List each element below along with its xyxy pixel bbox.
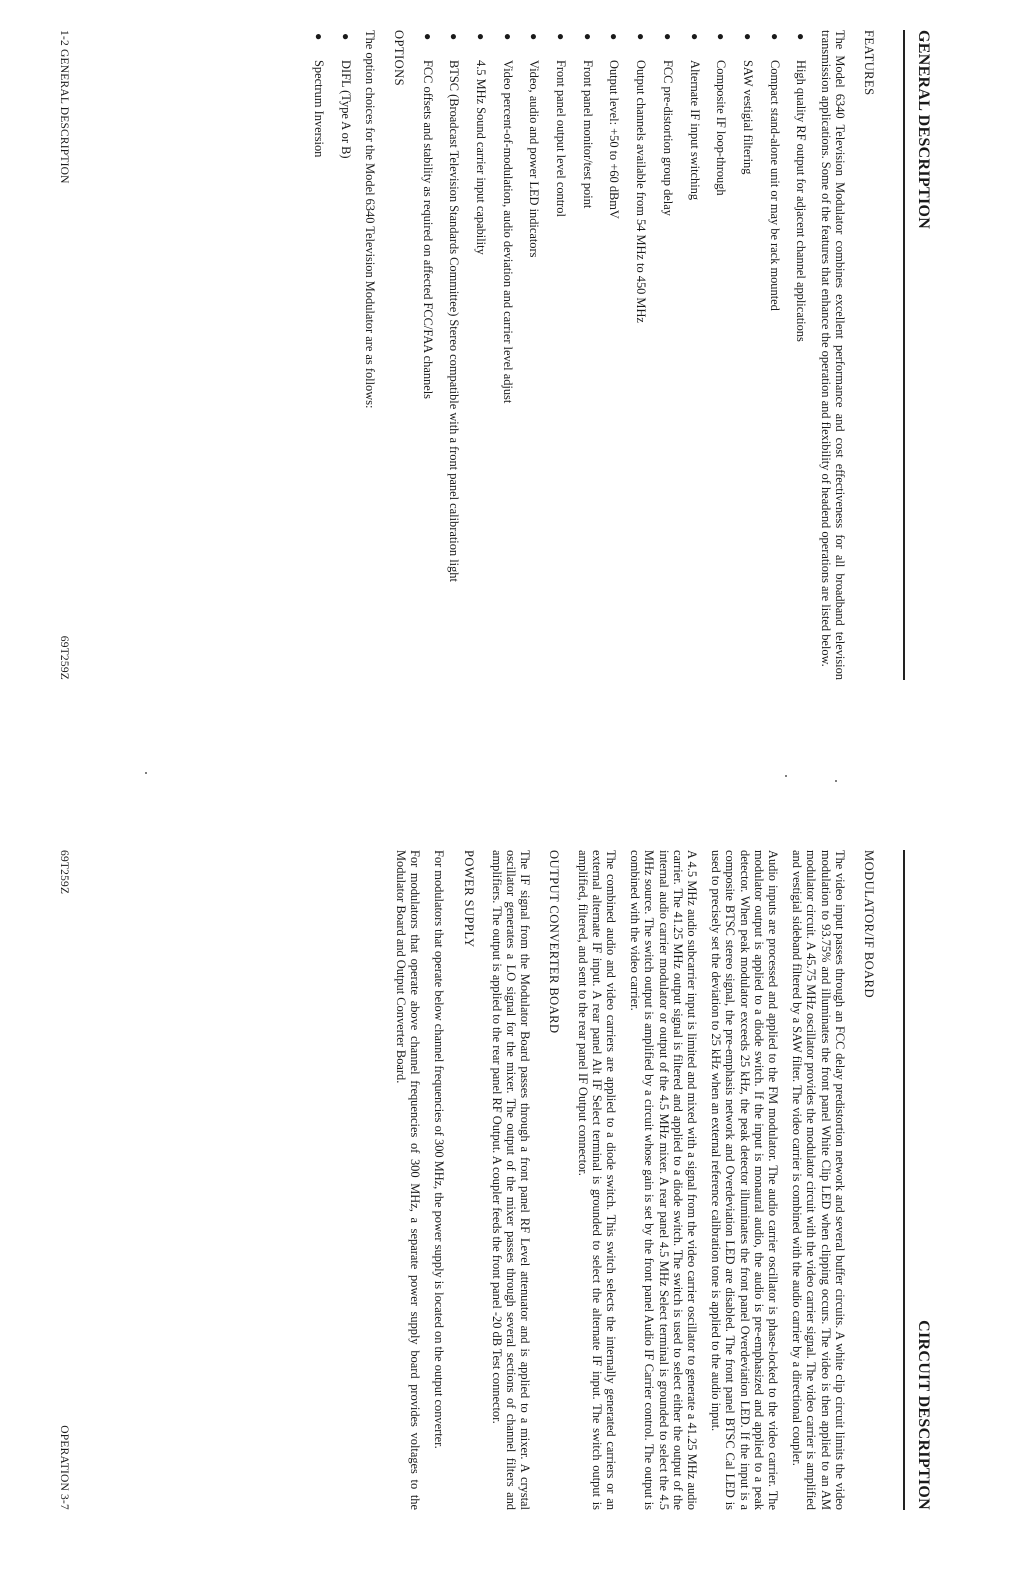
- option-text: DIFL (Type A or B): [338, 60, 353, 159]
- feature-item: [474, 30, 488, 680]
- features-intro: The Model 6340 Television Modulator combines excellent performance and cost effectiveness for all broadband television transmission applications. Some of the features that enhance the operation and flexibility of headend operations are listed below.: [818, 30, 847, 680]
- footer-page-label: OPERATION 3-7: [58, 1425, 70, 1510]
- paragraph: For modulators that operate below channel frequencies of 300 MHz, the power supply is located on the output converter.: [432, 850, 447, 1449]
- scan-speck: [145, 772, 147, 774]
- options-list: [312, 30, 353, 680]
- bullet-icon: ●: [420, 33, 435, 41]
- bullet-icon: ●: [473, 33, 488, 41]
- features-list: [420, 30, 808, 680]
- feature-item: [661, 30, 675, 680]
- bullet-icon: ●: [767, 33, 782, 41]
- feature-item: [714, 30, 728, 680]
- footer-doc-code: 69T259Z: [58, 635, 70, 680]
- section-title-modulator: MODULATOR/IF BOARD: [862, 850, 876, 998]
- option-text: Spectrum Inversion: [312, 60, 327, 158]
- paragraph: For modulators that operate above channel frequencies of 300 MHz, a separate power supply board provides voltages to the Modulator Board and Output Converter Board.: [393, 850, 423, 1510]
- bullet-icon: ●: [687, 33, 702, 41]
- feature-item: [581, 30, 595, 680]
- feature-item: [554, 30, 568, 680]
- feature-text: Output level: +50 to +60 dBmV: [607, 60, 622, 219]
- scan-speck: [835, 780, 837, 782]
- scan-speck: [785, 775, 787, 777]
- paragraph: The combined audio and video carriers are applied to a diode switch. This switch selects the internally generated carriers or an external alternate IF input. A rear panel Alt IF Select terminal is grounded to select the alternate IF input. The switch output is amplified, filtered, and sent to the rear panel IF Output connector.: [575, 850, 618, 1510]
- bullet-icon: ●: [607, 33, 622, 41]
- page-heading: CIRCUIT DESCRIPTION: [915, 1320, 932, 1510]
- feature-item: [607, 30, 621, 680]
- option-item: [339, 30, 353, 680]
- feature-text: Output channels available from 54 MHz to 450 MHz: [634, 60, 649, 323]
- feature-text: Front panel output level control: [554, 60, 569, 217]
- feature-item: [634, 30, 648, 680]
- feature-item: [420, 30, 434, 680]
- feature-text: Composite IF loop-through: [714, 60, 729, 196]
- paragraph: The video input passes through an FCC delay predistortion network and several buffer circuits. A white clip circuit limits the video modulation to 93.75% and illuminates the front panel White Clip LED when clipping occurs. The video is then applied to an AM modulator circuit. A 45.75 MHz oscillator provides the modulator circuit with the video carrier signal. The video carrier is amplified and vestigial sideband filtered by a SAW filter. The video carrier is combined with the audio carrier by a directional coupler.: [790, 850, 847, 1510]
- feature-text: Alternate IF input switching: [687, 60, 702, 201]
- feature-item: [794, 30, 808, 680]
- feature-text: FCC offsets and stability as required on affected FCC/FAA channels: [420, 60, 435, 399]
- bullet-icon: ●: [312, 33, 327, 41]
- feature-item: [500, 30, 514, 680]
- options-intro: The option choices for the Model 6340 Television Modulator are as follows:: [363, 30, 378, 409]
- bullet-icon: ●: [447, 33, 462, 41]
- feature-text: Front panel monitor/test point: [580, 60, 595, 209]
- header-rule: [903, 850, 905, 1510]
- section-title-features: FEATURES: [862, 30, 876, 96]
- paragraph: Audio inputs are processed and applied to the FM modulator. The audio carrier oscillator is phase-locked to the video carrier. The modulator output is applied to a diode switch. If the input is monaural audio, the audio is pre-emphasized and applied to a peak detector. When peak modulator exceeds 25 kHz, the peak detector illuminates the front panel Overdeviation LED. If the input is a composite BTSC stereo signal, the pre-emphasis network and Overdeviation LED are disabled. The front panel BTSC Cal LED is used to precisely set the deviation to 25 kHz when an external reference calibration tone is applied to the audio input.: [709, 850, 780, 1510]
- bullet-icon: ●: [554, 33, 569, 41]
- bullet-icon: ●: [500, 33, 515, 41]
- section-title-converter: OUTPUT CONVERTER BOARD: [547, 850, 562, 1034]
- page-body: [300, 30, 890, 680]
- page-body: [384, 850, 890, 1510]
- bullet-icon: ●: [714, 33, 729, 41]
- header-rule: [903, 30, 905, 680]
- option-item: [312, 30, 326, 680]
- feature-item: [527, 30, 541, 680]
- bullet-icon: ●: [527, 33, 542, 41]
- feature-text: 4.5 MHz Sound carrier input capability: [473, 60, 488, 255]
- feature-text: Video percent-of-modulation, audio deviation and carrier level adjust: [500, 60, 515, 404]
- bullet-icon: ●: [634, 33, 649, 41]
- bullet-icon: ●: [580, 33, 595, 41]
- feature-text: FCC pre-distortion group delay: [660, 60, 675, 216]
- feature-text: BTSC (Broadcast Television Standards Committee) Stereo compatible with a front panel calibration light: [447, 60, 462, 582]
- section-title-options: OPTIONS: [392, 30, 407, 86]
- footer-page-label: 1-2 GENERAL DESCRIPTION: [58, 30, 70, 184]
- feature-item: [687, 30, 701, 680]
- page-heading: GENERAL DESCRIPTION: [915, 30, 932, 230]
- bullet-icon: ●: [740, 33, 755, 41]
- bullet-icon: ●: [794, 33, 809, 41]
- section-title-power-supply: POWER SUPPLY: [461, 850, 476, 948]
- page-general-description: [2, 30, 962, 680]
- feature-text: High quality RF output for adjacent channel applications: [794, 60, 809, 342]
- feature-item: [767, 30, 781, 680]
- footer-doc-code: 69T259Z: [58, 850, 70, 895]
- feature-item: [447, 30, 461, 680]
- feature-text: Video, audio and power LED indicators: [527, 60, 542, 258]
- feature-item: [741, 30, 755, 680]
- paragraph: A 4.5 MHz audio subcarrier input is limited and mixed with a signal from the video carrier oscillator to generate a 41.25 MHz audio carrier. The 41.25 MHz output signal is filtered and applied to a diode switch. The switch is used to select either the output of the internal audio carrier modulator or output of the 4.5 MHz mixer. A rear panel 4.5 MHz Select terminal is grounded to select the 4.5 MHz source. The switch output is amplified by a circuit whose gain is set by the front panel Audio IF Carrier control. The output is combined with the video carrier.: [628, 850, 699, 1510]
- feature-text: Compact stand-alone unit or may be rack mounted: [767, 60, 782, 311]
- page-circuit-description: [2, 850, 962, 1510]
- paragraph: The IF signal from the Modulator Board passes through a front panel RF Level attenuator and is applied to a mixer. A crystal oscillator generates a LO signal for the mixer. The output of the mixer passes through several sections of channel filters and amplifiers. The output is applied to the rear panel RF Output. A coupler feeds the front panel -20 dB Test connector.: [489, 850, 533, 1510]
- bullet-icon: ●: [338, 33, 353, 41]
- bullet-icon: ●: [660, 33, 675, 41]
- feature-text: SAW vestigial filtering: [740, 60, 755, 175]
